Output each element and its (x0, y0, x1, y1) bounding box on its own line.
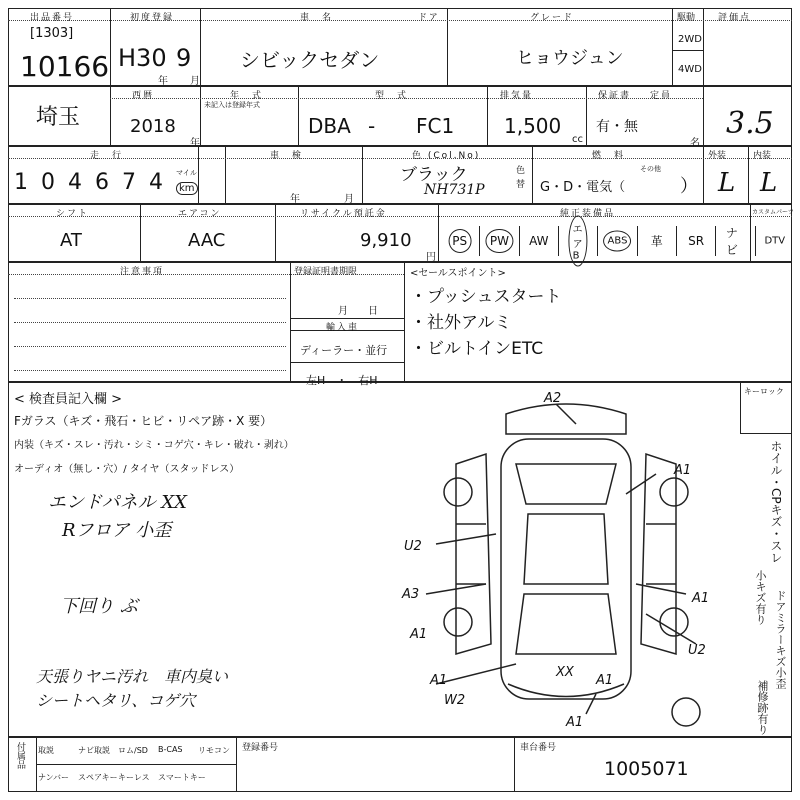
color-code: NH731P (424, 182, 485, 198)
equipment-item (479, 226, 518, 256)
roof-shape (524, 514, 608, 584)
body-outline (501, 439, 631, 699)
mark-8: XX (556, 665, 574, 680)
recycle-label: リサイクル預託金 (300, 209, 387, 219)
car-diagram (396, 384, 740, 736)
color-change-label: 色替 (516, 166, 526, 190)
equipment-label: DTV (764, 235, 786, 247)
yen-unit: 円 (426, 252, 436, 263)
year-suffix-2: 年 (190, 138, 200, 149)
car-name-label: 車 名 (300, 13, 334, 23)
interior-grade: L (760, 168, 778, 198)
mark-4: A1 (692, 591, 710, 606)
caution-label: 注意事項 (120, 267, 165, 277)
fuel-other: その他 (640, 165, 661, 173)
reg-month: 9 (176, 44, 192, 72)
shift-value: AT (60, 230, 82, 251)
mark-11: A1 (596, 673, 614, 688)
mileage-label: 走 行 (90, 151, 124, 161)
exterior-grade: L (718, 168, 736, 198)
displacement-unit: cc (572, 134, 583, 145)
mark-1: A1 (674, 463, 692, 478)
inspection-label: 車 検 (270, 151, 304, 161)
aircon-label: エアコン (178, 209, 222, 219)
model-year-note: 未記入は登録年式 (204, 101, 260, 109)
model-prefix: DBA (308, 114, 351, 138)
exterior-label: 外装 (708, 151, 727, 161)
sales-point-3: ・ビルトインETC (410, 339, 544, 359)
equipment-label: PS (448, 229, 471, 253)
capacity-label: 定員 (650, 91, 673, 101)
displacement-value: 1,500 (504, 114, 562, 138)
left-rear-wheel (444, 608, 472, 636)
interior-line: 内装（キズ・スレ・汚れ・シミ・コゲ穴・キレ・破れ・剥れ） (14, 440, 294, 451)
mileage-digit: 4 (149, 170, 163, 195)
reg-deadline-label: 登録証明書期限 (294, 267, 358, 277)
spare-wheel (672, 698, 700, 726)
footer-accessories-row1 (36, 741, 236, 761)
drive-2wd: 2WD (678, 34, 702, 45)
mark-2: U2 (404, 539, 422, 554)
sales-point-2: ・社外アルミ (410, 313, 512, 333)
unit-mile: マイル (176, 169, 197, 177)
mark-0: A2 (544, 391, 562, 406)
score-value: 3.5 (726, 106, 774, 141)
equipment-label: ナビ (725, 226, 738, 257)
handwritten-note-3: 下回り ぶ (60, 596, 138, 617)
model-label: 型 式 (375, 91, 409, 101)
mark-9: A1 (566, 715, 584, 730)
handwritten-note-1: エンドパネル XX (48, 492, 187, 513)
western-year-label: 西暦 (132, 91, 155, 101)
side-note-3: ドアミラーキズ小歪 (774, 590, 787, 689)
accessory-label: リモコン (198, 746, 230, 755)
year-suffix: 年 (158, 76, 168, 87)
handwritten-note-2: Rフロア 小歪 (62, 520, 172, 541)
deadline-month: 月 (338, 306, 348, 317)
equipment-item (597, 226, 636, 256)
fuel-value: G・D・電気（ (540, 180, 626, 195)
custom-label: カスタムパーツ (752, 209, 794, 216)
front-bumper-shape (506, 404, 626, 434)
equipment-item (676, 226, 715, 256)
accessory-label: ロム/SD (118, 746, 148, 755)
side-note-2: 小キズ有り (754, 570, 767, 625)
equipment-label: エアB (569, 216, 588, 267)
color-label: 色 (Col.No) (412, 151, 481, 161)
handwritten-note-4: 天張りヤニ汚れ 車内臭い (36, 667, 229, 686)
equipment-label: ABS (604, 231, 632, 252)
mileage-digit: 7 (122, 170, 136, 195)
inspection-month: 月 (344, 194, 354, 205)
fuel-label: 燃 料 (592, 151, 626, 161)
side-note-1: ホイル・CPキズ・スレ (769, 440, 783, 564)
chassis-label: 車台番号 (520, 743, 557, 753)
interior-label: 内装 (753, 151, 772, 161)
footer-accessories-row2 (36, 768, 236, 788)
year-value: 2018 (130, 116, 176, 137)
equipment-label: 純正装備品 (560, 209, 616, 219)
month-suffix: 月 (190, 76, 200, 87)
grade-label: グレード (530, 13, 575, 23)
equipment-label: 革 (650, 234, 663, 249)
drive-label: 駆動 (677, 13, 696, 23)
accessory-label: スペアキー (78, 773, 118, 782)
equipment-label: AW (529, 234, 549, 248)
glass-line: Fガラス（キズ・飛石・ヒビ・リペア跡・X 要） (14, 414, 273, 428)
door-label: ドア (418, 13, 440, 23)
left-side-shape (456, 454, 491, 654)
mark-6: U2 (688, 643, 706, 658)
right-side-shape (641, 454, 676, 654)
accessory-label: スマートキー (158, 773, 206, 782)
import-label: 輸入車 (326, 323, 360, 333)
handwritten-note-5: シートヘタリ、コゲ穴 (36, 691, 196, 710)
equipment-item (519, 226, 558, 256)
first-reg-label: 初度登録 (130, 13, 175, 23)
side-note-4: 補修跡有り (756, 680, 769, 735)
mileage-digit: 0 (41, 170, 55, 195)
accessory-label: キーレス (118, 773, 150, 782)
accessory-label: ナビ取説 (78, 746, 110, 755)
equipment-item (715, 226, 754, 256)
sales-point-1: ・プッシュスタート (410, 287, 562, 307)
shift-label: シフト (56, 209, 90, 219)
audio-tire-line: オーディオ（無し・穴）/ タイヤ（スタッドレス） (14, 464, 240, 475)
mileage-digit: 4 (68, 170, 82, 195)
drive-4wd: 4WD (678, 64, 702, 75)
auction-no-label: 出品番号 (30, 13, 75, 23)
mark-3: A3 (402, 587, 420, 602)
warranty-label: 保証書 (598, 91, 632, 101)
unit-km: km (176, 182, 198, 195)
equipment-label: SR (688, 234, 705, 248)
accessory-label: ナンバー (38, 773, 70, 782)
handle-side: 左H ・ 右H (306, 374, 378, 387)
equipment-item (558, 224, 597, 262)
accessory-label: B-CAS (158, 745, 183, 754)
mileage-digit: 1 (14, 170, 28, 195)
equipment-item (440, 226, 479, 256)
equipment-item (755, 226, 794, 256)
fuel-close: ） (680, 176, 698, 197)
model-year-label: 年 式 (230, 91, 264, 101)
equipment-list (440, 224, 794, 262)
mark-5: A1 (410, 627, 428, 642)
lot-prefix: [1303] (30, 26, 74, 41)
lot-number: 10166 (20, 50, 110, 83)
footer-side-label: 付属品 (15, 742, 25, 769)
reg-era: H30 (118, 44, 167, 72)
trunk-shape (516, 594, 616, 654)
right-front-wheel (660, 478, 688, 506)
equipment-item (637, 226, 676, 256)
car-name-value: シビックセダン (240, 48, 380, 72)
accessory-label: 取説 (38, 746, 54, 755)
grade-value: ヒョウジュン (516, 48, 624, 69)
mileage-digit: 6 (95, 170, 109, 195)
reg-number-label: 登録番号 (242, 743, 279, 753)
color-value: ブラック (400, 165, 468, 185)
deadline-day: 日 (368, 306, 378, 317)
sales-points-label: <セールスポイント> (410, 268, 506, 279)
mark-10: W2 (444, 693, 466, 708)
dealer-parallel: ディーラー・並行 (300, 344, 388, 357)
model-dash: - (368, 114, 376, 138)
equipment-label: PW (486, 229, 513, 253)
prefecture: 埼玉 (36, 105, 81, 130)
key-lock-label: キーロック (744, 387, 784, 396)
right-rear-wheel (660, 608, 688, 636)
capacity-unit: 名 (690, 138, 700, 149)
hood-shape (516, 464, 616, 504)
left-front-wheel (444, 478, 472, 506)
warranty-value: 有・無 (596, 119, 638, 135)
score-label: 評価点 (718, 13, 752, 23)
recycle-amount: 9,910 (360, 230, 412, 251)
inspection-year: 年 (290, 194, 300, 205)
displacement-label: 排気量 (500, 91, 534, 101)
inspection-title: < 検査員記入欄 > (14, 392, 123, 407)
model-code: FC1 (416, 114, 455, 138)
chassis-number: 1005071 (604, 758, 689, 780)
aircon-value: AAC (188, 230, 226, 251)
mark-7: A1 (430, 673, 448, 688)
